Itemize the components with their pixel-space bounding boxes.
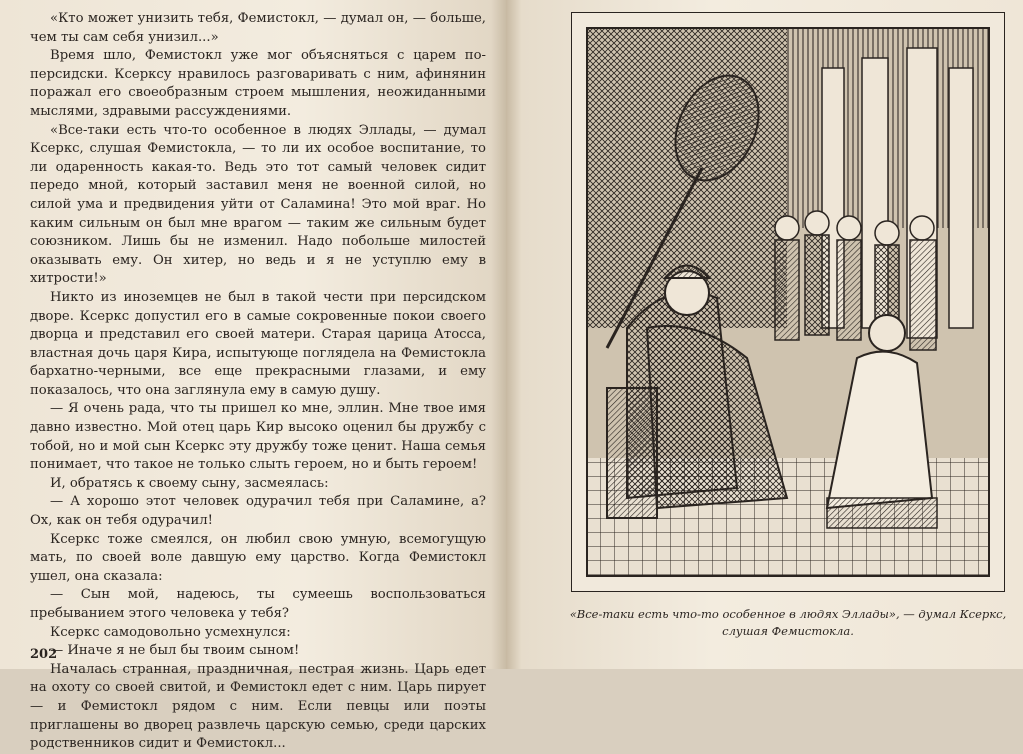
right-page <box>506 0 1023 669</box>
paragraph: «Все-таки есть что-то особенное в людях Эллады, — думал Ксеркс, слушая Фемистокла, — то ли их особое воспитание, то ли одаренность какая-то. Ведь это тот самый человек сидит передо мной, который заставил меня не военной силой, но силой ума и предвидения уйти от Саламина! Это мой враг. Но каким сильным он был мне врагом — таким же сильным будет союзником. Лишь бы не изменил. Надо побольше милостей оказывать ему. Он хитер, но ведь и я не уступлю ему в хитрости!» <box>30 122 486 287</box>
illustration-frame <box>571 12 1005 592</box>
page-number: 202 <box>30 647 58 662</box>
paragraph: — Я очень рада, что ты пришел ко мне, эллин. Мне твое имя давно известно. Мой отец царь Кир высоко оценил бы дружбу с тобой, но и мой сын Ксеркс эту дружбу тоже ценит. Наша семья понимает, что такое не только слыть героем, но и быть героем! <box>30 401 486 473</box>
paragraph: — Иначе я не был бы твоим сыном! <box>50 643 300 659</box>
paragraph: — Сын мой, надеюсь, ты сумеешь воспользоваться пребыванием этого человека у тебя? <box>30 587 486 621</box>
paragraph: — А хорошо этот человек одурачил тебя при Саламине, а? Ох, как он тебя одурачил! <box>30 494 486 529</box>
paragraph: Началась странная, праздничная, пестрая жизнь. Царь едет на охоту со своей свитой, и Фемистокл едет с ним. Царь пирует — и Фемистокл рядом с ним. Если певцы или поэты приглашены во дворец развлечь царскую семью, среди царских родственников сидит и Фемистокл... <box>30 661 486 752</box>
paragraph: Ксеркс самодовольно усмехнулся: <box>50 624 291 640</box>
paragraph: И, обратясь к своему сыну, засмеялась: <box>50 475 329 491</box>
caption-line: «Все-таки есть что-то особенное в людях Эллады», — думал Ксеркс, <box>569 607 1007 621</box>
illustration-caption <box>568 606 1008 640</box>
left-page <box>0 0 506 752</box>
paragraph: Никто из иноземцев не был в такой чести при персидском дворе. Ксеркс допустил его в самые сокровенные покои своего дворца и представил его своей матери. Старая царица Атосса, властная дочь царя Кира, испытующе поглядела на Фемистокла бархатно-черными, все еще прекрасными глазами, и ему показалось, что она заглянула ему в самую душу. <box>30 289 486 398</box>
paragraph: «Кто может унизить тебя, Фемистокл, — думал он, — больше, чем ты сам себя унизил...» <box>30 11 486 45</box>
left-page-text <box>30 10 486 754</box>
paragraph: Время шло, Фемистокл уже мог объясняться с царем по-персидски. Ксерксу нравилось разговаривать с ним, афинянин поражал его своеобразным строем мышления, неожиданными мыслями, здравыми рассуждениями. <box>30 48 486 119</box>
illustration-engraving <box>586 27 990 577</box>
caption-line: слушая Фемистокла. <box>722 624 854 638</box>
paragraph: Ксеркс тоже смеялся, он любил свою умную, всемогущую мать, по своей воле давшую ему царство. Когда Фемистокл ушел, она сказала: <box>30 531 486 584</box>
engraving-image <box>587 28 989 576</box>
